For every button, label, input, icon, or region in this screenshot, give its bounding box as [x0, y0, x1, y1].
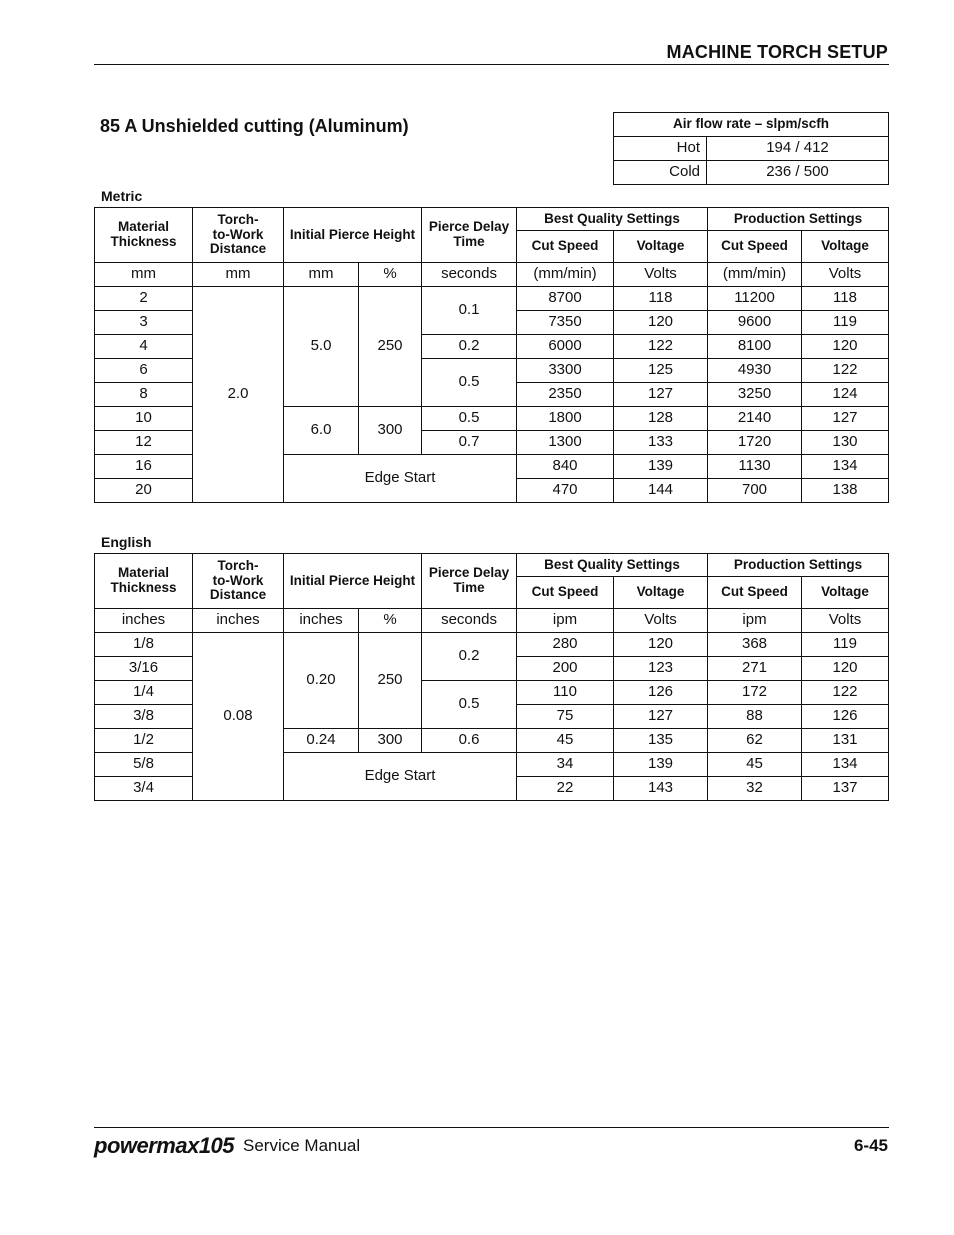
header-voltage: Voltage	[614, 231, 708, 263]
best-speed-cell: 45	[517, 729, 614, 753]
header-best-quality: Best Quality Settings	[517, 208, 708, 231]
best-speed-cell: 3300	[517, 359, 614, 383]
table-row	[95, 633, 889, 657]
unit-cell: inches	[95, 609, 193, 633]
prod-speed-cell: 8100	[708, 335, 802, 359]
prod-voltage-cell: 124	[802, 383, 889, 407]
unit-cell: mm	[95, 263, 193, 287]
pierce-percent-cell: 300	[359, 407, 422, 455]
best-speed-cell: 840	[517, 455, 614, 479]
pierce-delay-cell: 0.6	[422, 729, 517, 753]
best-speed-cell: 75	[517, 705, 614, 729]
best-speed-cell: 22	[517, 777, 614, 801]
torch-distance-cell: 2.0	[193, 287, 284, 503]
best-speed-cell: 34	[517, 753, 614, 777]
thickness-cell: 3/8	[95, 705, 193, 729]
pierce-delay-cell: 0.2	[422, 335, 517, 359]
pierce-delay-cell: 0.5	[422, 359, 517, 407]
header-divider	[94, 64, 889, 65]
pierce-delay-cell: 0.5	[422, 681, 517, 729]
page-number: 6-45	[853, 1136, 888, 1155]
prod-speed-cell: 1130	[708, 455, 802, 479]
best-speed-cell: 6000	[517, 335, 614, 359]
prod-voltage-cell: 122	[802, 359, 889, 383]
prod-voltage-cell: 131	[802, 729, 889, 753]
english-label: English	[101, 534, 152, 550]
pierce-height-cell: 5.0	[284, 287, 359, 407]
best-voltage-cell: 135	[614, 729, 708, 753]
best-voltage-cell: 144	[614, 479, 708, 503]
prod-speed-cell: 62	[708, 729, 802, 753]
prod-voltage-cell: 120	[802, 335, 889, 359]
prod-voltage-cell: 119	[802, 633, 889, 657]
unit-cell: ipm	[517, 609, 614, 633]
thickness-cell: 3/4	[95, 777, 193, 801]
prod-speed-cell: 2140	[708, 407, 802, 431]
airflow-row	[614, 161, 889, 185]
thickness-cell: 10	[95, 407, 193, 431]
edge-start-cell: Edge Start	[284, 455, 517, 503]
pierce-percent-cell: 250	[359, 633, 422, 729]
best-speed-cell: 470	[517, 479, 614, 503]
torch-distance-cell: 0.08	[193, 633, 284, 801]
best-speed-cell: 110	[517, 681, 614, 705]
prod-voltage-cell: 118	[802, 287, 889, 311]
table-row	[95, 287, 889, 311]
prod-voltage-cell: 134	[802, 455, 889, 479]
pierce-height-cell: 6.0	[284, 407, 359, 455]
brand-logo: powermax105	[94, 1133, 235, 1158]
unit-cell: inches	[284, 609, 359, 633]
prod-voltage-cell: 120	[802, 657, 889, 681]
prod-voltage-cell: 137	[802, 777, 889, 801]
airflow-label: Hot	[614, 137, 707, 161]
header-pierce-delay: Pierce Delay Time	[422, 554, 517, 609]
section-title: 85 A Unshielded cutting (Aluminum)	[100, 116, 409, 136]
thickness-cell: 20	[95, 479, 193, 503]
unit-cell: Volts	[802, 609, 889, 633]
header-initial-pierce-height: Initial Pierce Height	[284, 208, 422, 263]
prod-voltage-cell: 127	[802, 407, 889, 431]
thickness-cell: 1/4	[95, 681, 193, 705]
header-torch-distance: Torch- to-Work Distance	[193, 208, 284, 263]
prod-speed-cell: 32	[708, 777, 802, 801]
best-speed-cell: 8700	[517, 287, 614, 311]
thickness-cell: 1/2	[95, 729, 193, 753]
units-row	[95, 609, 889, 633]
header-voltage: Voltage	[802, 577, 889, 609]
thickness-cell: 5/8	[95, 753, 193, 777]
header-material-thickness: Material Thickness	[95, 554, 193, 609]
best-voltage-cell: 122	[614, 335, 708, 359]
airflow-row	[614, 137, 889, 161]
unit-cell: %	[359, 609, 422, 633]
best-voltage-cell: 127	[614, 705, 708, 729]
prod-speed-cell: 3250	[708, 383, 802, 407]
unit-cell: ipm	[708, 609, 802, 633]
pierce-delay-cell: 0.1	[422, 287, 517, 335]
best-voltage-cell: 120	[614, 633, 708, 657]
best-voltage-cell: 127	[614, 383, 708, 407]
thickness-cell: 12	[95, 431, 193, 455]
footer-divider	[94, 1127, 889, 1128]
best-speed-cell: 280	[517, 633, 614, 657]
airflow-title: Air flow rate – slpm/scfh	[614, 113, 889, 137]
prod-speed-cell: 11200	[708, 287, 802, 311]
prod-voltage-cell: 138	[802, 479, 889, 503]
header-cut-speed: Cut Speed	[708, 577, 802, 609]
airflow-label: Cold	[614, 161, 707, 185]
prod-voltage-cell: 119	[802, 311, 889, 335]
header-initial-pierce-height: Initial Pierce Height	[284, 554, 422, 609]
header-cut-speed: Cut Speed	[517, 231, 614, 263]
unit-cell: Volts	[614, 609, 708, 633]
header-torch-distance: Torch- to-Work Distance	[193, 554, 284, 609]
edge-start-cell: Edge Start	[284, 753, 517, 801]
header-cut-speed: Cut Speed	[517, 577, 614, 609]
prod-speed-cell: 9600	[708, 311, 802, 335]
unit-cell: seconds	[422, 263, 517, 287]
pierce-delay-cell: 0.5	[422, 407, 517, 431]
prod-voltage-cell: 122	[802, 681, 889, 705]
header-pierce-delay: Pierce Delay Time	[422, 208, 517, 263]
header-production: Production Settings	[708, 208, 889, 231]
unit-cell: mm	[193, 263, 284, 287]
unit-cell: (mm/min)	[708, 263, 802, 287]
unit-cell: Volts	[802, 263, 889, 287]
thickness-cell: 4	[95, 335, 193, 359]
best-speed-cell: 200	[517, 657, 614, 681]
footer-manual-title: Service Manual	[243, 1136, 361, 1155]
best-voltage-cell: 120	[614, 311, 708, 335]
thickness-cell: 8	[95, 383, 193, 407]
units-row	[95, 263, 889, 287]
thickness-cell: 3/16	[95, 657, 193, 681]
page-header-title: MACHINE TORCH SETUP	[666, 42, 888, 62]
prod-speed-cell: 271	[708, 657, 802, 681]
metric-label: Metric	[101, 188, 143, 204]
prod-speed-cell: 1720	[708, 431, 802, 455]
prod-voltage-cell: 130	[802, 431, 889, 455]
best-voltage-cell: 139	[614, 753, 708, 777]
pierce-delay-cell: 0.7	[422, 431, 517, 455]
best-voltage-cell: 123	[614, 657, 708, 681]
unit-cell: mm	[284, 263, 359, 287]
best-voltage-cell: 118	[614, 287, 708, 311]
prod-voltage-cell: 134	[802, 753, 889, 777]
best-voltage-cell: 133	[614, 431, 708, 455]
header-voltage: Voltage	[614, 577, 708, 609]
best-speed-cell: 1800	[517, 407, 614, 431]
unit-cell: (mm/min)	[517, 263, 614, 287]
unit-cell: %	[359, 263, 422, 287]
pierce-height-cell: 0.20	[284, 633, 359, 729]
prod-speed-cell: 700	[708, 479, 802, 503]
airflow-value: 194 / 412	[707, 137, 889, 161]
header-cut-speed: Cut Speed	[708, 231, 802, 263]
best-voltage-cell: 143	[614, 777, 708, 801]
thickness-cell: 3	[95, 311, 193, 335]
pierce-height-cell: 0.24	[284, 729, 359, 753]
header-material-thickness: Material Thickness	[95, 208, 193, 263]
best-speed-cell: 2350	[517, 383, 614, 407]
pierce-percent-cell: 300	[359, 729, 422, 753]
unit-cell: inches	[193, 609, 284, 633]
header-voltage: Voltage	[802, 231, 889, 263]
airflow-table	[613, 112, 889, 185]
best-voltage-cell: 128	[614, 407, 708, 431]
thickness-cell: 16	[95, 455, 193, 479]
metric-table	[94, 207, 889, 503]
best-voltage-cell: 125	[614, 359, 708, 383]
best-voltage-cell: 126	[614, 681, 708, 705]
prod-speed-cell: 45	[708, 753, 802, 777]
unit-cell: seconds	[422, 609, 517, 633]
best-speed-cell: 1300	[517, 431, 614, 455]
header-best-quality: Best Quality Settings	[517, 554, 708, 577]
prod-voltage-cell: 126	[802, 705, 889, 729]
prod-speed-cell: 172	[708, 681, 802, 705]
thickness-cell: 6	[95, 359, 193, 383]
pierce-delay-cell: 0.2	[422, 633, 517, 681]
thickness-cell: 2	[95, 287, 193, 311]
best-speed-cell: 7350	[517, 311, 614, 335]
thickness-cell: 1/8	[95, 633, 193, 657]
prod-speed-cell: 4930	[708, 359, 802, 383]
prod-speed-cell: 368	[708, 633, 802, 657]
header-production: Production Settings	[708, 554, 889, 577]
prod-speed-cell: 88	[708, 705, 802, 729]
unit-cell: Volts	[614, 263, 708, 287]
english-table	[94, 553, 889, 801]
airflow-value: 236 / 500	[707, 161, 889, 185]
best-voltage-cell: 139	[614, 455, 708, 479]
pierce-percent-cell: 250	[359, 287, 422, 407]
